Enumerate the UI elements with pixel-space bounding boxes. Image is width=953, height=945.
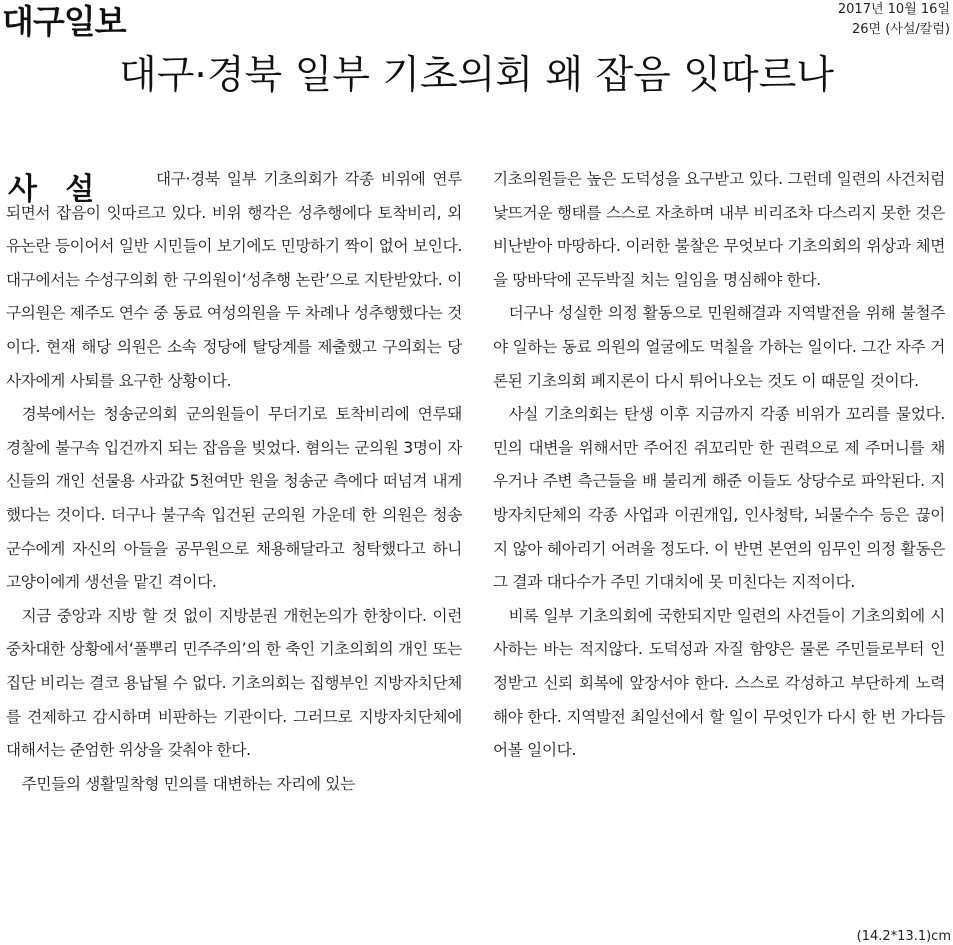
article-headline: 대구·경북 일부 기초의회 왜 잡음 잇따르나: [119, 53, 834, 98]
paragraph: 사실 기초의회는 탄생 이후 지금까지 각종 비위가 꼬리를 물었다. 민의 대변을 위해서만 주어진 쥐꼬리만 한 권력으로 제 주머니를 채우거나 주변 측근들을 배 불리게 해준 이들도 상당수로 파악된다. 지방자치단체의 각종 사업과 이권개입, 인사청탁, 뇌물수수 등은 끊이지 않아 헤아리기 어려울 정도다. 이 반면 본연의 임무인 의정 활동은 그 결과 대다수가 주민 기대치에 못 미친다는 지적이다.: [493, 405, 945, 592]
paragraph: 지금 중앙과 지방 할 것 없이 지방분권 개헌논의가 한창이다. 이런 중차대한 상황에서‘풀뿌리 민주주의’의 한 축인 기초의회의 개인 또는 집단 비리는 결코 용납될 수 없다. 기초의회는 집행부인 지방자치단체를 견제하고 감시하며 비판하는 기관이다. 그러므로 지방자치단체에 대해서는 준엄한 위상을 갖춰야 한다.: [6, 606, 462, 760]
publication-date: 2017년 10월 16일: [837, 2, 950, 17]
editorial-label: 사 설: [8, 172, 104, 207]
publication-meta: [838, 0, 950, 40]
paragraph: 더구나 성실한 의정 활동으로 민원해결과 지역발전을 위해 불철주야 일하는 동료 의원의 얼굴에도 먹칠을 가하는 일이다. 그간 자주 거론된 기초의회 폐지론이 다시 튀어나오는 것도 이 때문일 것이다.: [493, 304, 945, 390]
paragraph: 경북에서는 청송군의회 군의원들이 무더기로 토착비리에 연루돼 경찰에 불구속 입건까지 되는 잡음을 빚었다. 혐의는 군의원 3명이 자신들의 개인 선물용 사과값 5천여만 원을 청송군 측에다 떠넘겨 내게 했다는 것이다. 더구나 불구속 입건된 군의원 가운데 한 의원은 청송군수에게 자신의 아들을 공무원으로 채용해달라고 청탁했다고 하니 고양이에게 생선을 맡긴 격이다.: [6, 405, 462, 592]
paragraph: 기초의원들은 높은 도덕성을 요구받고 있다. 그런데 일련의 사건처럼 낯뜨거운 행태를 스스로 자초하며 내부 비리조차 다스리지 못한 것은 비난받아 마땅하다. 이러한 불찰은 무엇보다 기초의회의 위상과 체면을 땅바닥에 곤두박질 치는 일임을 명심해야 한다.: [493, 170, 945, 289]
paragraph: 주민들의 생활밀착형 민의를 대변하는 자리에 있는: [21, 774, 355, 793]
paragraph: 비록 일부 기초의회에 국한되지만 일련의 사건들이 기초의회에 시사하는 바는 적지않다. 도덕성과 자질 함양은 물론 주민들로부터 인정받고 신뢰 회복에 앞장서야 한다. 스스로 각성하고 부단하게 노력해야 한다. 지역발전 최일선에서 할 일이 무엇인가 다시 한 번 가다듬어볼 일이다.: [493, 606, 945, 760]
masthead-logo: 대구일보: [2, 2, 126, 41]
clipping-size-note: (14.2*13.1)cm: [856, 929, 951, 944]
paragraph: 대구·경북 일부 기초의회가 각종 비위에 연루되면서 잡음이 잇따르고 있다. 비위 행각은 성추행에다 토착비리, 외유논란 등이어서 일반 시민들이 보기에도 민망하기 짝이 없어 보인다. 대구에서는 수성구의회 한 구의원이‘성추행 논란’으로 지탄받았다. 이 구의원은 제주도 연수 중 동료 여성의원을 두 차례나 성추행했다는 것이다. 현재 해당 의원은 소속 정당에 탈당계를 제출했고 구의회는 당사자에게 사퇴를 요구한 상황이다.: [6, 170, 462, 390]
article-column-left: [6, 163, 462, 801]
page-section: 26면 (사설/칼럼): [852, 22, 950, 37]
article-column-right: [493, 163, 945, 768]
